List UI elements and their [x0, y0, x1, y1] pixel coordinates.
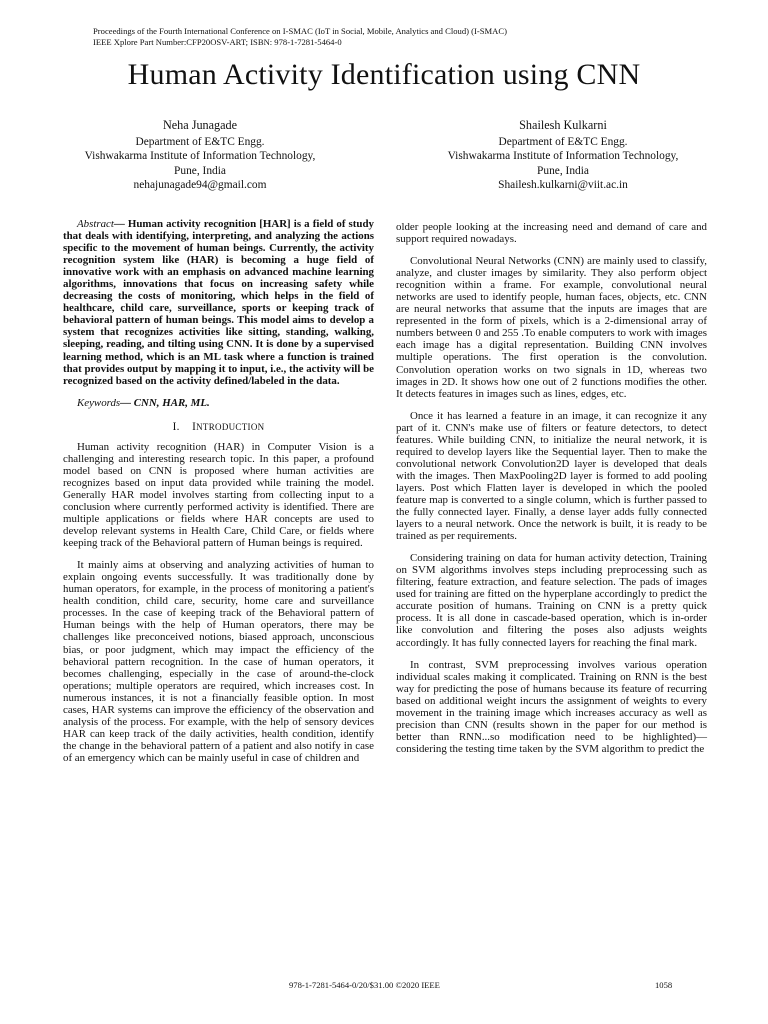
header-line-1: Proceedings of the Fourth International Conference on I-SMAC (IoT in Social, Mobile, Analytics and Cloud) (I-SMAC) [93, 26, 507, 36]
body-paragraph: Considering training on data for human activity detection, Training on SVM algorithms involves steps including preprocessing such as filtering, feature extraction, and feature selection. The pads of images used for training are fitted on the hyperplane accordingly to predict the accurate position of humans. Training on CNN is a pretty quick process. It is all done in cascade-based operation, which is in-order like convolution and filtering the poses also adjusts weights accordingly. It has fully connected layers for reaching the final mark. [396, 552, 707, 649]
abstract-label: Abstract [77, 218, 114, 230]
author-city: Pune, India [174, 164, 226, 177]
author-name: Shailesh Kulkarni [519, 118, 607, 132]
author-email: Shailesh.kulkarni@viit.ac.in [498, 178, 628, 191]
author-block-2 [393, 118, 733, 192]
right-column [396, 221, 707, 765]
author-department: Department of E&TC Engg. [498, 136, 628, 149]
abstract [63, 218, 374, 387]
section-first-letter: I [192, 420, 197, 433]
section-number: I. [172, 420, 180, 433]
body-paragraph: In contrast, SVM preprocessing involves various operation individual scales making it complicated. Training on RNN is the best way for predicting the pose of humans because its feature of recurring based on additional weight incurs the assignment of weights to every movement in the training image which increases accuracy as well as precision than CNN (results shown in the paper for our method is better than RNN...so modification need to be highlighted)—considering the testing time taken by the SVM algorithm to predict the [396, 658, 707, 755]
body-paragraph: Convolutional Neural Networks (CNN) are mainly used to classify, analyze, and cluster images by similarity. They also perform object recognition within a frame. For example, convolutional neural networks are used to identify people, human faces, objects, etc. CNN are neural networks that assume that the inputs are images that are represented in the form of pixels, which is a 2-dimensional array of numbers between 0 and 255 .To enable computers to work with images each image has a digital representation. Building CNN involves multiple operations. The first operation is the convolution. Convolution operation works on two signals in 1D, whereas two images in 2D. It shows how one out of 2 functions modifies the other. It detects features in images such as lines, edges, etc. [396, 255, 707, 400]
body-paragraph: It mainly aims at observing and analyzing activities of human to explain ongoing events successfully. It was traditionally done by human operators, for example, in the process of monitoring a patient's health condition, child care, security, home care and surveillance processes. In the case of keeping track of the Behavioral pattern of Human beings with the help of Human operators, there may be challenges like preconceived notions, biased approach, unconscious bias, or poor judgment, which may impact the efficiency of the behavioral pattern recognition. In the case of human operators, it becomes challenging, especially in the case of around-the-clock operations; multiple operators are required, which increases cost. In numerous instances, it is not a financially feasible option. In most cases, HAR systems can improve the efficiency of the observation and analysis of the process. For example, with the help of sensory devices HAR can keep track of the daily activities, health condition, identify the change in the behavioral pattern of a patient and also notify in case of an emergency which can be mainly useful in case of children and [63, 559, 374, 764]
keywords [63, 397, 374, 409]
abstract-dash: — [113, 218, 128, 230]
header-line-2: IEEE Xplore Part Number:CFP20OSV-ART; ISBN: 978-1-7281-5464-0 [93, 37, 342, 47]
body-paragraph: older people looking at the increasing need and demand of care and support required nowadays. [396, 221, 707, 246]
abstract-text: Human activity recognition [HAR] is a field of study that deals with identifying, interpreting, and analyzing the actions specific to the movement of human beings. Currently, the activity recognition system like (HAR) is becoming a huge field of innovative work with an emphasis on advanced machine learning algorithms, innovations that focus on increasing safety while decreasing the costs of monitoring, which helps in the field of healthcare, child care, surveillance, sports or keeping track of behavioral pattern of human beings. This model aims to develop a system that recognizes activities like sitting, standing, walking, sleeping, reading, and tilting using CNN. It is done by a supervised learning method, which is an ML task where a function is trained that provides output by mapping it to input, i.e., the activity will be recognized based on the activity defined/labeled in the data. [63, 218, 374, 387]
author-block-1 [30, 118, 370, 192]
author-name: Neha Junagade [162, 118, 238, 132]
page-number: 1058 [655, 980, 673, 990]
author-city: Pune, India [537, 164, 589, 177]
keywords-dash: — [120, 396, 134, 409]
footer-copyright: 978-1-7281-5464-0/20/$31.00 ©2020 IEEE [289, 980, 440, 990]
body-paragraph: Once it has learned a feature in an image, it can recognize it any part of it. CNN's make use of filters or feature detectors, to detect features. While building CNN, to initialize the neural network, it is required to develop layers like the Sequential layer. Then to make the convolutional network Convolution2D layer is developed that deals with the images. Then MaxPooling2D layer is formed to add pooling layers. Post which Flatten layer is developed in which the pooled feature map is converted to a single column, which is further passed to the fully connected layer. Finally, a dense layer adds fully connected layers to a neural network. Once the network is built, it is ready to be trained as per requirements. [396, 409, 707, 543]
body-paragraph: Human activity recognition (HAR) in Computer Vision is a challenging and interesting research topic. In this paper, a profound model based on CNN is proposed where human activities are recognizes based on input data provided while training the model. Generally HAR model involves starting from collecting input to a conclusion where currently performed activity is identified. There are multiple applications or fields where HAR concepts are used to develop relevant systems in Health Care, Child Care, or fields where keeping track of the Behavioral pattern of Human beings is required. [63, 440, 374, 550]
proceedings-header [93, 26, 507, 48]
keywords-label: Keywords [77, 396, 121, 409]
author-institution: Vishwakarma Institute of Information Technology, [84, 150, 316, 163]
left-column [63, 218, 374, 774]
paper-title: Human Activity Identification using CNN [127, 58, 641, 91]
author-institution: Vishwakarma Institute of Information Technology, [447, 150, 679, 163]
section-title-rest: NTRODUCTION [196, 421, 265, 432]
author-department: Department of E&TC Engg. [135, 136, 265, 149]
author-email: nehajunagade94@gmail.com [133, 178, 267, 191]
keywords-text: CNN, HAR, ML. [133, 396, 210, 409]
section-heading-introduction [63, 421, 374, 433]
